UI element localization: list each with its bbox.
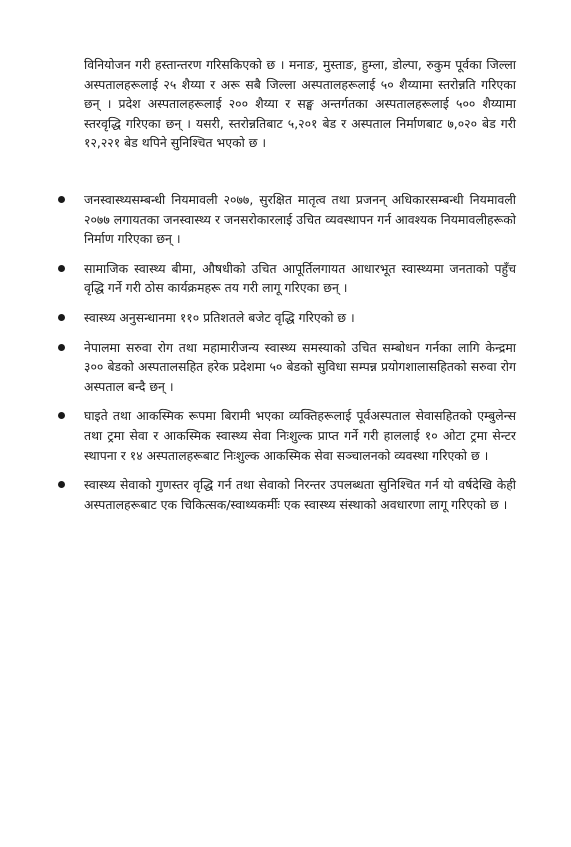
list-item <box>58 475 516 514</box>
list-item <box>58 406 516 465</box>
bullet-icon <box>58 196 65 203</box>
bullet-icon <box>58 481 65 488</box>
list-item <box>58 259 516 298</box>
lead-paragraph: विनियोजन गरी हस्तान्तरण गरिसकिएको छ । मनाङ, मुस्ताङ, हुम्ला, डोल्पा, रुकुम पूर्वका जिल्ला अस्पतालहरूलाई २५ शैय्या र अरू सबै जिल्ला अस्पतालहरूलाई ५० शैय्यामा स्तरोन्नति गरिएका छन् । प्रदेश अस्पतालहरूलाई २०० शैय्या र सङ्घ अन्तर्गतका अस्पतालहरूलाई ५०० शैय्यामा स्तरवृद्धि गरिएका छन् । यसरी, स्तरोन्नतिबाट ५,२०१ बेड र अस्पताल निर्माणबाट ७,०२० बेड गरी १२,२२१ बेड थपिने सुनिश्चित भएको छ । <box>84 57 516 151</box>
bullet-icon <box>58 265 65 272</box>
bullet-icon <box>58 314 65 321</box>
list-item <box>58 308 516 328</box>
bullet-icon <box>58 412 65 419</box>
list-item-text: सामाजिक स्वास्थ्य बीमा, औषधीको उचित आपूर्तिलगायत आधारभूत स्वास्थ्यमा जनताको पहुँच वृद्धि गर्ने गरी ठोस कार्यक्रमहरू तय गरी लागू गरिएका छन् । <box>84 260 516 296</box>
bullet-list <box>58 190 516 524</box>
list-item-text: स्वास्थ्य सेवाको गुणस्तर वृद्धि गर्न तथा सेवाको निरन्तर उपलब्धता सुनिश्चित गर्न यो वर्षदेखि केही अस्पतालहरूबाट एक चिकित्सक/स्वाथ्यकर्मीः एक स्वास्थ्य संस्थाको अवधारणा लागू गरिएको छ । <box>84 477 516 512</box>
list-item-text: स्वास्थ्य अनुसन्धानमा ११० प्रतिशतले बजेट वृद्धि गरिएको छ । <box>84 309 355 325</box>
list-item-text: घाइते तथा आकस्मिक रूपमा बिरामी भएका व्यक्तिहरूलाई पूर्वअस्पताल सेवासहितको एम्बुलेन्स तथा ट्रमा सेवा र आकस्मिक स्वास्थ्य सेवा निःशुल्क प्राप्त गर्ने गरी हाललाई १० ओटा ट्रमा सेन्टर स्थापना र १४ अस्पतालहरूबाट निःशुल्क आकस्मिक सेवा सञ्चालनको व्यवस्था गरिएको छ । <box>84 408 516 463</box>
bullet-icon <box>58 344 65 351</box>
list-item-text: नेपालमा सरुवा रोग तथा महामारीजन्य स्वास्थ्य समस्याको उचित सम्बोधन गर्नका लागि केन्द्रमा ३०० बेडको अस्पतालसहित हरेक प्रदेशमा ५० बेडको सुविधा सम्पन्न प्रयोगशालासहितको सरुवा रोग अस्पताल बन्दै छन् । <box>84 339 516 394</box>
list-item <box>58 338 516 397</box>
list-item <box>58 190 516 249</box>
list-item-text: जनस्वास्थ्यसम्बन्धी नियमावली २०७७, सुरक्षित मातृत्व तथा प्रजनन् अधिकारसम्बन्धी नियमावली २०७७ लगायतका जनस्वास्थ्य र जनसरोकारलाई उचित व्यवस्थापन गर्न आवश्यक नियमावलीहरूको निर्माण गरिएका छन् । <box>84 192 516 247</box>
